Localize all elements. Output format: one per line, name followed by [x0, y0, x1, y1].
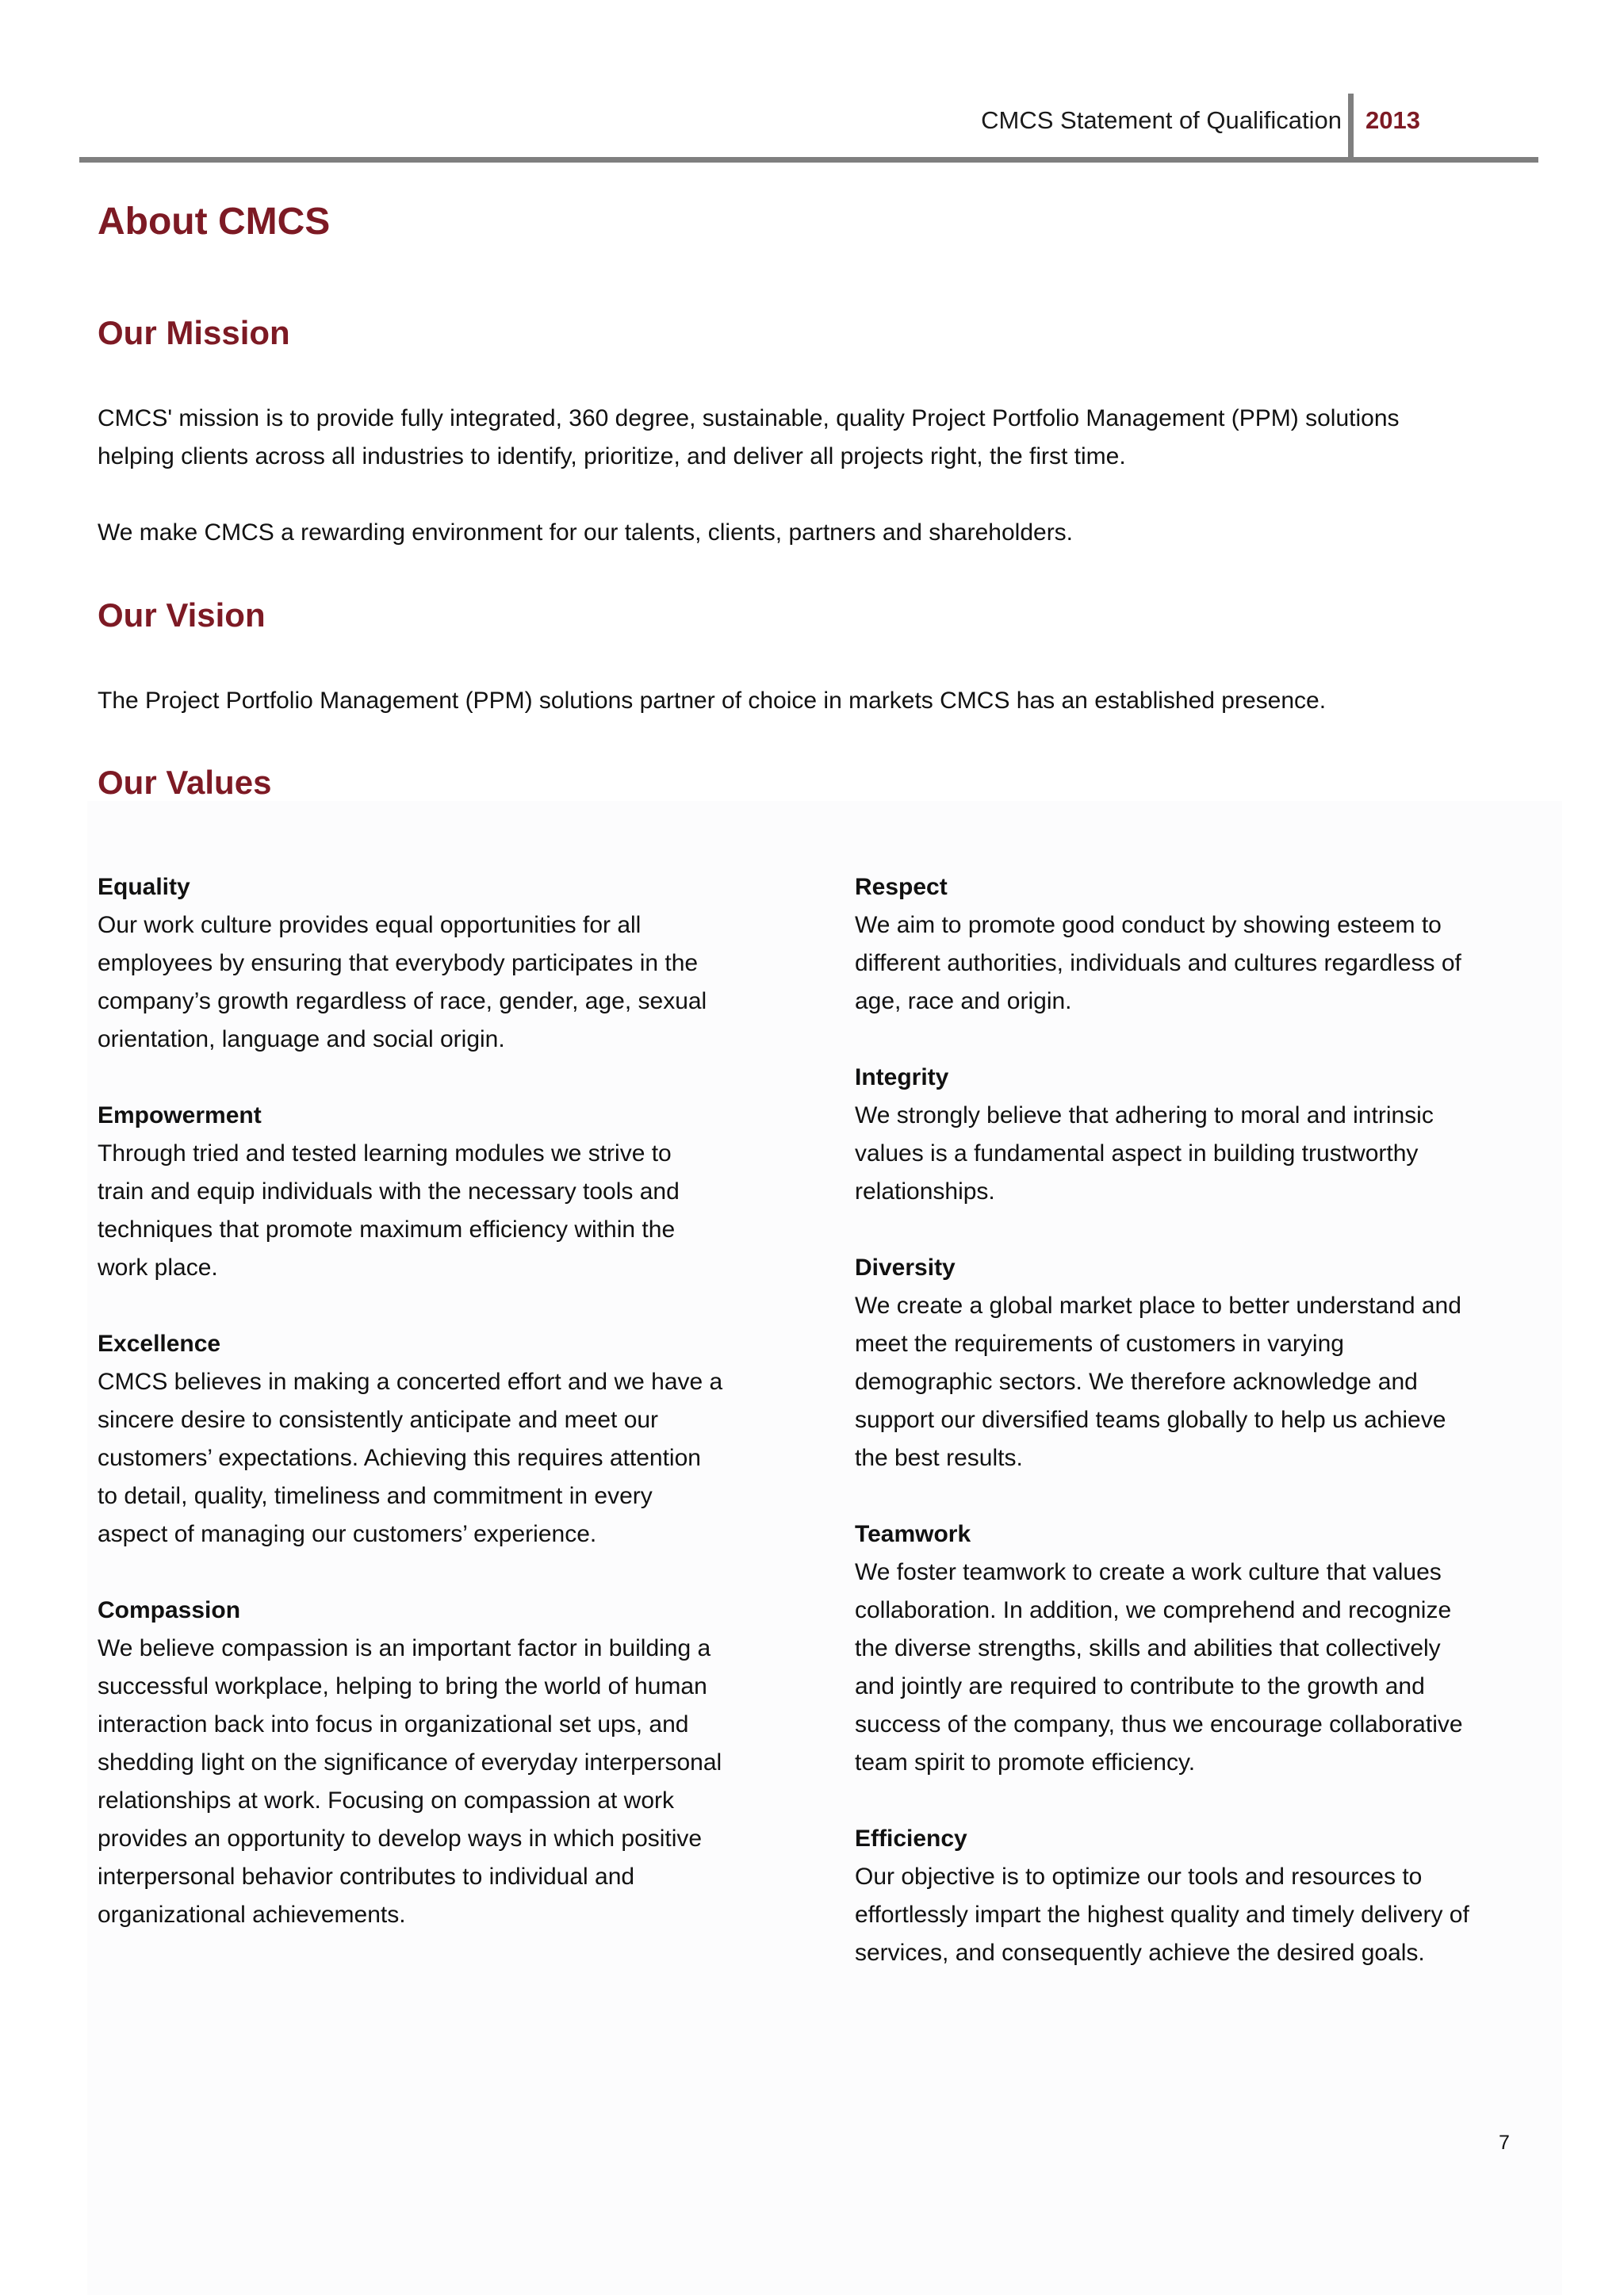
- value-description-line: orientation, language and social origin.: [98, 1026, 505, 1052]
- value-description-line: customers’ expectations. Achieving this requires attention: [98, 1445, 701, 1471]
- value-description-line: Our work culture provides equal opportunities for all: [98, 912, 642, 938]
- value-description-line: We aim to promote good conduct by showing esteem to: [855, 912, 1442, 938]
- value-description-line: interpersonal behavior contributes to individual and: [98, 1864, 635, 1890]
- value-description-line: Through tried and tested learning modules we strive to: [98, 1140, 672, 1167]
- value-item-compassion: [98, 1592, 776, 1934]
- value-description-line: company’s growth regardless of race, gender, age, sexual: [98, 988, 707, 1014]
- value-description-line: services, and consequently achieve the desired goals.: [855, 1940, 1425, 1966]
- value-item-equality: [98, 868, 776, 1059]
- value-name: Respect: [855, 874, 948, 900]
- value-description-line: different authorities, individuals and cultures regardless of: [855, 950, 1461, 976]
- vision-paragraph: The Project Portfolio Management (PPM) solutions partner of choice in markets CMCS has an established presence.: [98, 688, 1327, 714]
- value-item-efficiency: [855, 1820, 1533, 1972]
- mission-line-2: helping clients across all industries to identify, prioritize, and deliver all projects right, the first time.: [98, 443, 1126, 469]
- value-description-line: team spirit to promote efficiency.: [855, 1749, 1196, 1776]
- value-description-line: relationships.: [855, 1178, 995, 1205]
- value-description-line: techniques that promote maximum efficiency within the: [98, 1216, 676, 1243]
- header-title: CMCS Statement of Qualification: [981, 106, 1342, 134]
- header-year: 2013: [1365, 106, 1420, 134]
- value-description-line: We foster teamwork to create a work culture that values: [855, 1559, 1442, 1585]
- value-description-line: effortlessly impart the highest quality and timely delivery of: [855, 1902, 1469, 1928]
- value-description-line: success of the company, thus we encourage collaborative: [855, 1711, 1463, 1738]
- value-item-diversity: [855, 1249, 1533, 1477]
- value-name: Efficiency: [855, 1826, 967, 1852]
- value-description-line: interaction back into focus in organizational set ups, and: [98, 1711, 689, 1738]
- value-item-teamwork: [855, 1515, 1533, 1782]
- value-name: Compassion: [98, 1597, 241, 1623]
- value-description-line: values is a fundamental aspect in building trustworthy: [855, 1140, 1419, 1167]
- value-description-line: aspect of managing our customers’ experience.: [98, 1521, 597, 1547]
- value-name: Excellence: [98, 1331, 221, 1357]
- value-name: Diversity: [855, 1255, 956, 1281]
- value-description-line: We create a global market place to better understand and: [855, 1293, 1461, 1319]
- value-description-line: age, race and origin.: [855, 988, 1072, 1014]
- value-description-line: the diverse strengths, skills and abilities that collectively: [855, 1635, 1441, 1661]
- values-left-column: [98, 868, 776, 1934]
- value-description-line: to detail, quality, timeliness and commitment in every: [98, 1483, 653, 1509]
- value-description-line: CMCS believes in making a concerted effort and we have a: [98, 1369, 723, 1395]
- vision-heading: Our Vision: [98, 596, 266, 634]
- value-description-line: relationships at work. Focusing on compassion at work: [98, 1787, 675, 1814]
- page-number: 7: [1499, 2132, 1510, 2154]
- value-name: Equality: [98, 874, 190, 900]
- value-description-line: meet the requirements of customers in varying: [855, 1331, 1344, 1357]
- value-name: Teamwork: [855, 1521, 971, 1547]
- mission-paragraph: [98, 400, 1400, 476]
- mission-line-1: CMCS' mission is to provide fully integrated, 360 degree, sustainable, quality Project Portfolio Management (PPM) solutions: [98, 405, 1400, 431]
- value-description-line: We believe compassion is an important factor in building a: [98, 1635, 711, 1661]
- value-description-line: work place.: [98, 1255, 218, 1281]
- values-heading: Our Values: [98, 764, 272, 801]
- value-item-integrity: [855, 1059, 1533, 1211]
- page-header: [79, 94, 1538, 163]
- value-name: Integrity: [855, 1064, 949, 1090]
- value-description-line: shedding light on the significance of everyday interpersonal: [98, 1749, 722, 1776]
- mission-paragraph-2: We make CMCS a rewarding environment for our talents, clients, partners and shareholders.: [98, 519, 1074, 546]
- value-description-line: We strongly believe that adhering to moral and intrinsic: [855, 1102, 1434, 1128]
- value-item-excellence: [98, 1325, 776, 1554]
- header-divider: [1348, 94, 1354, 157]
- values-right-column: [855, 868, 1533, 1972]
- value-description-line: collaboration. In addition, we comprehend and recognize: [855, 1597, 1452, 1623]
- value-name: Empowerment: [98, 1102, 262, 1128]
- value-description-line: the best results.: [855, 1445, 1023, 1471]
- value-description-line: train and equip individuals with the necessary tools and: [98, 1178, 680, 1205]
- value-item-empowerment: [98, 1097, 776, 1287]
- mission-heading: Our Mission: [98, 314, 290, 351]
- value-description-line: successful workplace, helping to bring the world of human: [98, 1673, 707, 1699]
- value-description-line: support our diversified teams globally to help us achieve: [855, 1407, 1446, 1433]
- value-description-line: and jointly are required to contribute to the growth and: [855, 1673, 1425, 1699]
- value-description-line: sincere desire to consistently anticipate and meet our: [98, 1407, 659, 1433]
- value-description-line: provides an opportunity to develop ways in which positive: [98, 1826, 703, 1852]
- page-title: About CMCS: [98, 201, 331, 243]
- value-description-line: organizational achievements.: [98, 1902, 406, 1928]
- value-item-respect: [855, 868, 1533, 1021]
- value-description-line: Our objective is to optimize our tools and resources to: [855, 1864, 1423, 1890]
- value-description-line: employees by ensuring that everybody participates in the: [98, 950, 699, 976]
- value-description-line: demographic sectors. We therefore acknowledge and: [855, 1369, 1418, 1395]
